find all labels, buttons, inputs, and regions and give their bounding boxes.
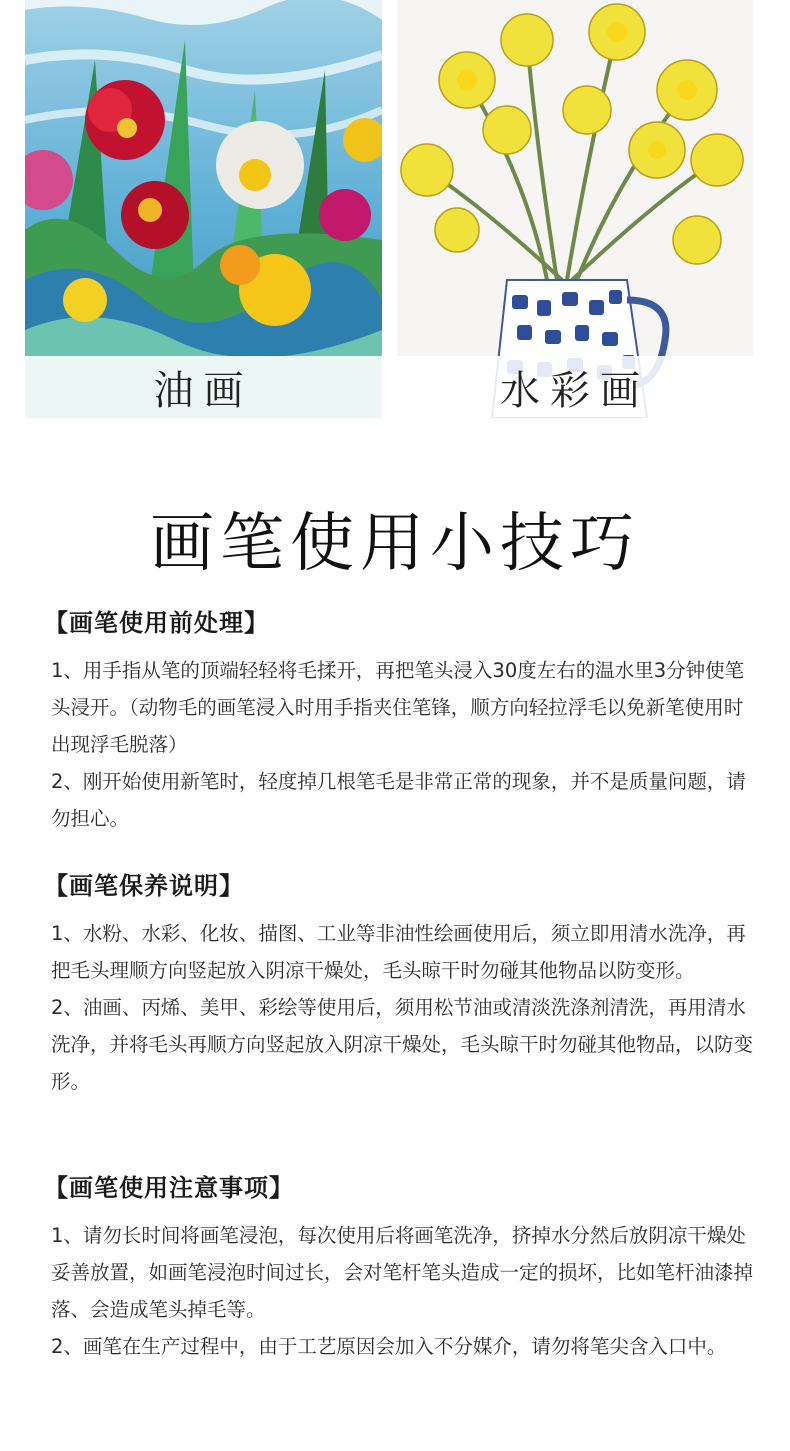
oil-painting-card	[25, 0, 382, 418]
watercolor-caption: 水彩画	[397, 356, 753, 418]
section-heading: 【画笔保养说明】	[44, 872, 244, 900]
oil-painting-caption: 油画	[25, 356, 382, 418]
section-paragraph: 1、用手指从笔的顶端轻轻将毛揉开，再把笔头浸入30度左右的温水里3分钟使笔头浸开。（动物毛的画笔浸入时用手指夹住笔锋，顺方向轻拉浮毛以免新笔使用时出现浮毛脱落）	[51, 659, 745, 756]
section-paragraph: 2、画笔在生产过程中，由于工艺原因会加入不分媒介，请勿将笔尖含入口中。	[51, 1335, 727, 1358]
section-heading: 【画笔使用注意事项】	[44, 1174, 294, 1202]
painting-gallery	[0, 0, 790, 420]
page-title: 画笔使用小技巧	[150, 507, 640, 581]
section-precautions	[44, 1168, 754, 1365]
section-paragraph: 2、刚开始使用新笔时，轻度掉几根笔毛是非常正常的现象，并不是质量问题，请勿担心。	[51, 770, 746, 830]
section-pre-use	[44, 603, 754, 837]
section-heading: 【画笔使用前处理】	[44, 609, 269, 637]
section-paragraph: 2、油画、丙烯、美甲、彩绘等使用后，须用松节油或清淡洗涤剂清洗，再用清水洗净，并将毛头再顺方向竖起放入阴凉干燥处，毛头晾干时勿碰其他物品，以防变形。	[51, 996, 754, 1093]
section-paragraph: 1、水粉、水彩、化妆、描图、工业等非油性绘画使用后，须立即用清水洗净，再把毛头理顺方向竖起放入阴凉干燥处，毛头晾干时勿碰其他物品以防变形。	[51, 922, 746, 982]
section-paragraph: 1、请勿长时间将画笔浸泡，每次使用后将画笔洗净，挤掉水分然后放阴凉干燥处妥善放置，如画笔浸泡时间过长，会对笔杆笔头造成一定的损坏，比如笔杆油漆掉落、会造成笔头掉毛等。	[51, 1224, 754, 1321]
section-maintenance	[44, 866, 754, 1100]
watercolor-card	[397, 0, 753, 418]
